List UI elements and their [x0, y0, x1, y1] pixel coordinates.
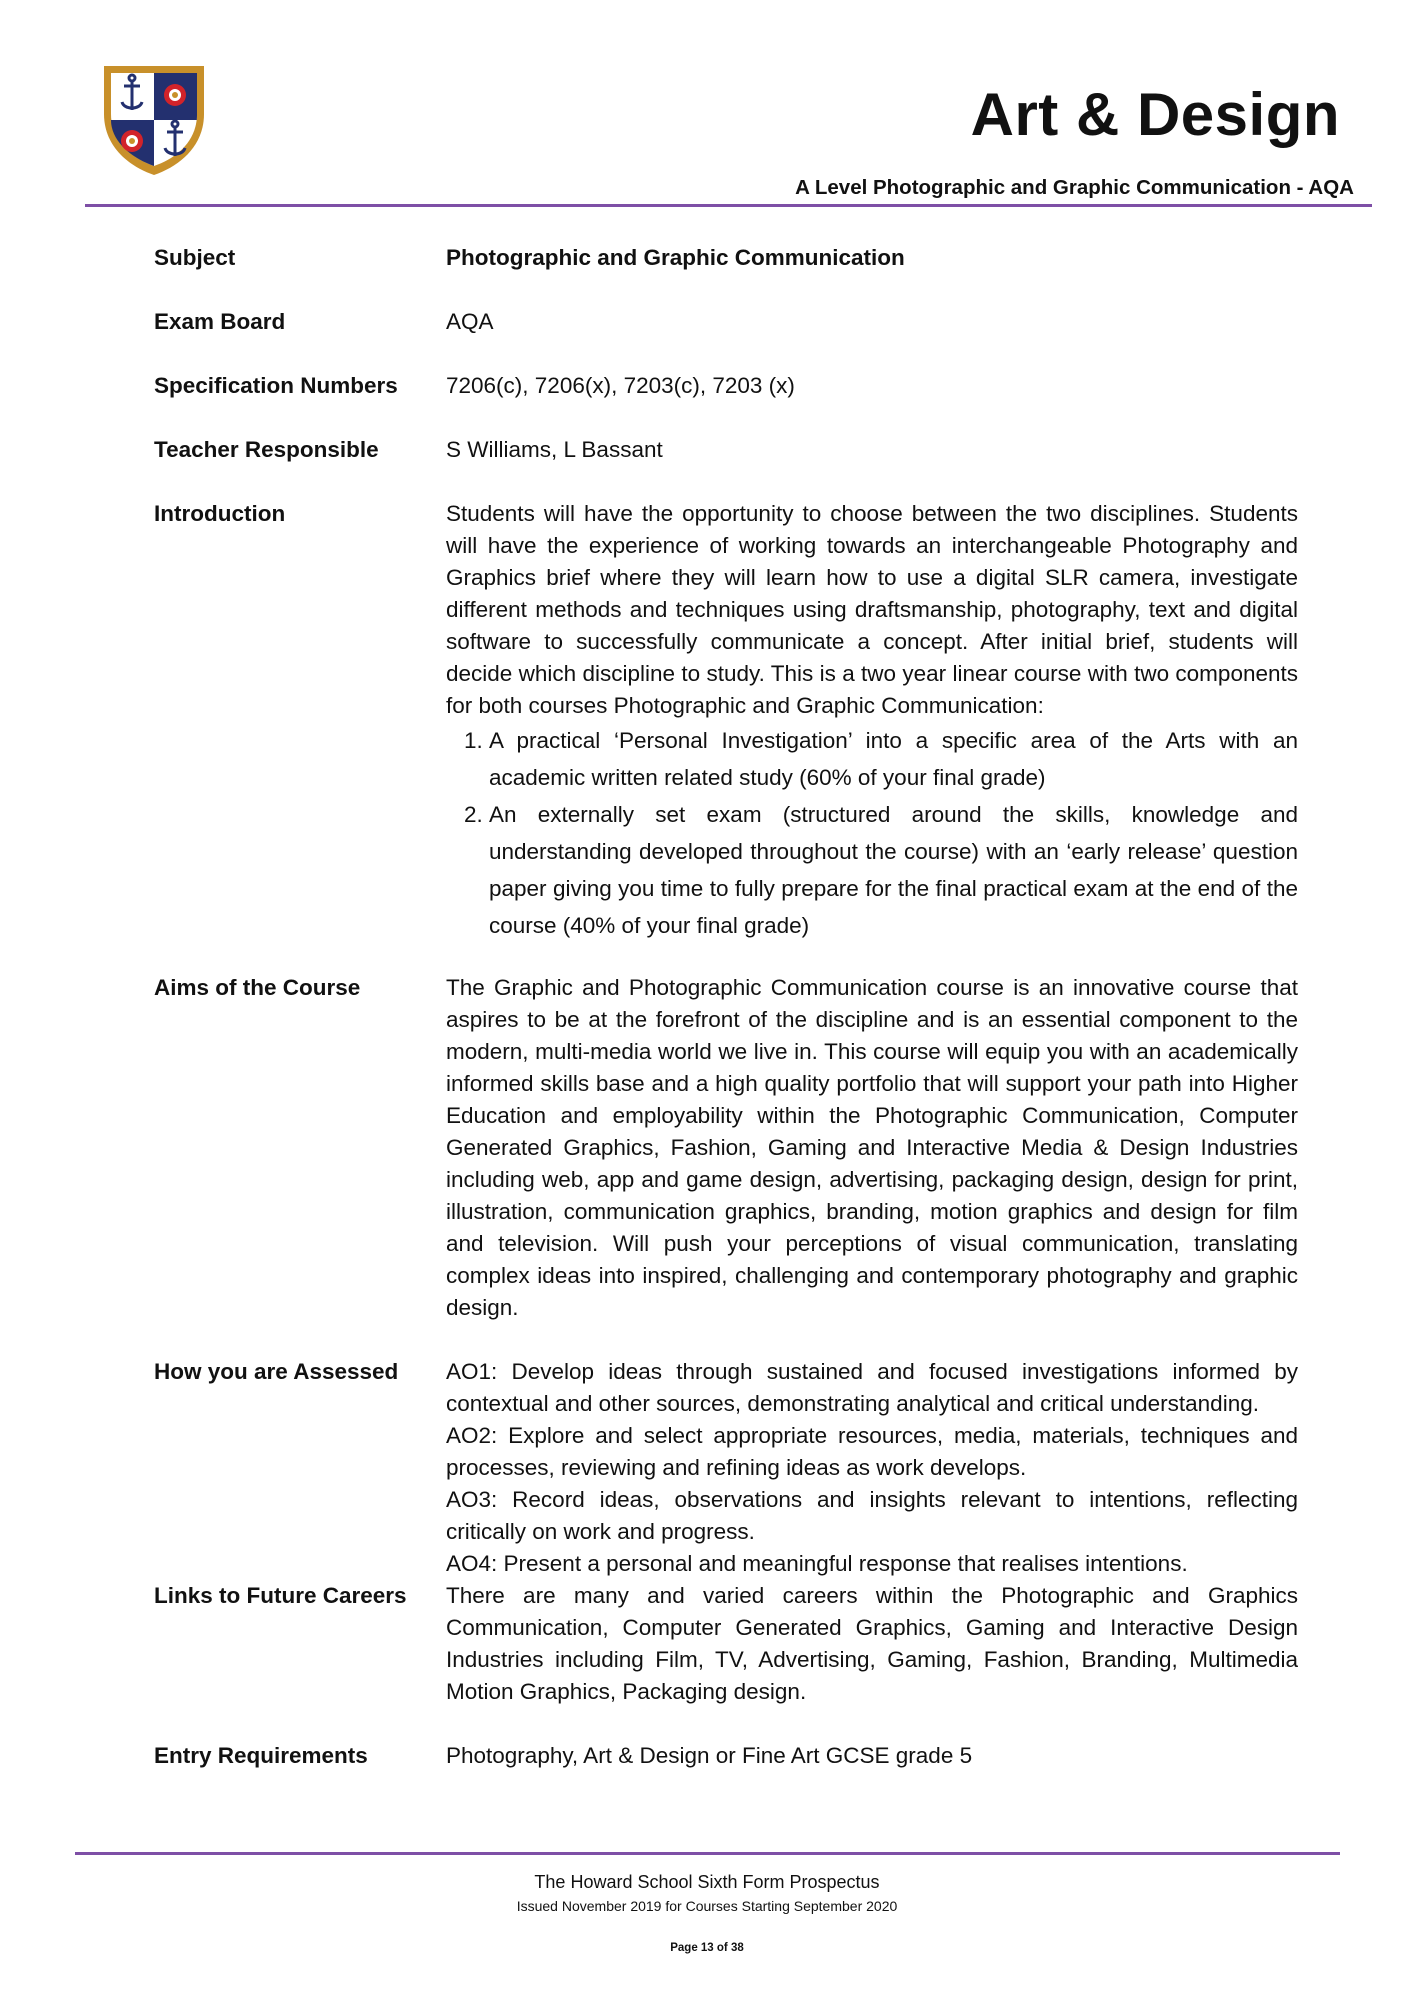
row-exam-board — [154, 306, 1298, 338]
subject-value: Photographic and Graphic Communication — [446, 245, 905, 270]
ao2-text: AO2: Explore and select appropriate resources, media, materials, techniques and processes, reviewing and refining ideas as work develops. — [446, 1423, 1298, 1480]
list-item: 1. A practical ‘Personal Investigation’ into a specific area of the Arts with an academic written related study (60% of your final grade) — [489, 722, 1298, 796]
page-subtitle: A Level Photographic and Graphic Communication - AQA — [795, 176, 1354, 199]
assessed-value — [446, 1356, 1298, 1580]
spec-numbers-label: Specification Numbers — [154, 373, 398, 398]
school-crest-icon — [100, 62, 208, 178]
exam-board-label: Exam Board — [154, 309, 286, 334]
footer-issued-date: Issued November 2019 for Courses Starting September 2020 — [516, 1898, 898, 1914]
row-careers — [154, 1580, 1298, 1708]
introduction-label: Introduction — [154, 501, 286, 526]
introduction-value — [446, 498, 1298, 944]
row-spec-numbers — [154, 370, 1298, 402]
row-teacher — [154, 434, 1298, 466]
entry-label: Entry Requirements — [154, 1743, 368, 1768]
entry-value: Photography, Art & Design or Fine Art GCSE grade 5 — [446, 1743, 973, 1768]
spec-numbers-value: 7206(c), 7206(x), 7203(c), 7203 (x) — [446, 373, 795, 398]
component-list — [446, 722, 1298, 944]
assessed-label: How you are Assessed — [154, 1359, 399, 1384]
ao3-text: AO3: Record ideas, observations and insights relevant to intentions, reflecting critically on work and progress. — [446, 1487, 1298, 1544]
row-aims — [154, 972, 1298, 1324]
page-title: Art & Design — [970, 81, 1340, 148]
ao4-text: AO4: Present a personal and meaningful response that realises intentions. — [446, 1551, 1188, 1576]
header-divider — [85, 204, 1372, 207]
row-assessed — [154, 1356, 1298, 1580]
exam-board-value: AQA — [446, 309, 494, 334]
teacher-value: S Williams, L Bassant — [446, 437, 663, 462]
teacher-label: Teacher Responsible — [154, 437, 379, 462]
list-item: 2. An externally set exam (structured around the skills, knowledge and understanding developed throughout the course) with an ‘early release’ question paper giving you time to fully prepare for the final practical exam at the end of the course (40% of your final grade) — [489, 796, 1298, 944]
row-introduction — [154, 498, 1298, 944]
ao1-text: AO1: Develop ideas through sustained and focused investigations informed by contextual and other sources, demonstrating analytical and critical understanding. — [446, 1359, 1298, 1416]
course-details — [154, 242, 1298, 1772]
row-subject — [154, 242, 1298, 274]
introduction-text: Students will have the opportunity to choose between the two disciplines. Students will have the experience of working towards an interchangeable Photography and Graphics brief where they will learn how to use a digital SLR camera, investigate different methods and techniques using draftsmanship, photography, text and digital software to successfully communicate a concept. After initial brief, students will decide which discipline to study. This is a two year linear course with two components for both courses Photographic and Graphic Communication: — [446, 501, 1298, 718]
aims-label: Aims of the Course — [154, 975, 361, 1000]
subject-label: Subject — [154, 245, 236, 270]
footer-divider — [75, 1852, 1340, 1855]
footer-prospectus-title: The Howard School Sixth Form Prospectus — [534, 1872, 880, 1892]
careers-label: Links to Future Careers — [154, 1583, 407, 1608]
aims-value: The Graphic and Photographic Communication course is an innovative course that aspires to be at the forefront of the discipline and is an essential component to the modern, multi-media world we live in. This course will equip you with an academically informed skills base and a high quality portfolio that will support your path into Higher Education and employability within the Photographic Communication, Computer Generated Graphics, Fashion, Gaming and Interactive Media & Design Industries including web, app and game design, advertising, packaging design, design for print, illustration, communication graphics, branding, motion graphics and design for film and television. Will push your perceptions of visual communication, translating complex ideas into inspired, challenging and contemporary photography and graphic design. — [446, 975, 1298, 1320]
row-entry — [154, 1740, 1298, 1772]
page-number: Page 13 of 38 — [670, 1942, 744, 1954]
careers-value: There are many and varied careers within the Photographic and Graphics Communication, Computer Generated Graphics, Gaming and Interactive Design Industries including Film, TV, Advertising, Gaming, Fashion, Branding, Multimedia Motion Graphics, Packaging design. — [446, 1583, 1298, 1704]
